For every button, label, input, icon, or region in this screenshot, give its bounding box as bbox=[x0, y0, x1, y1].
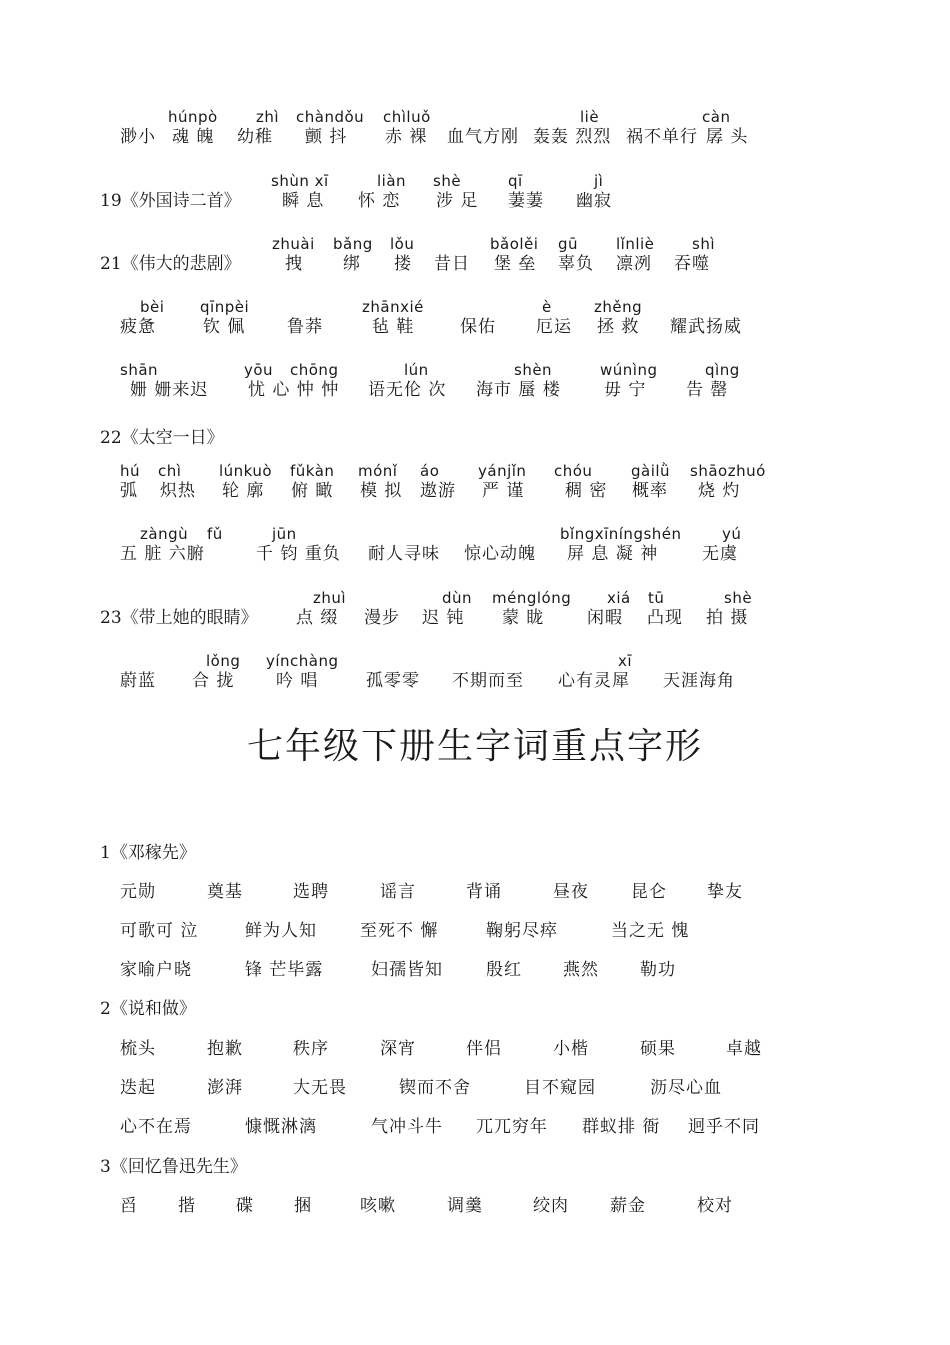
word: 调羹 bbox=[447, 1196, 483, 1216]
word: 千 钧 重负 bbox=[256, 544, 341, 564]
pinyin: chōng bbox=[290, 361, 339, 379]
word: 可歌可 泣 bbox=[120, 921, 199, 941]
word: 抱歉 bbox=[207, 1039, 243, 1059]
word: 当之无 愧 bbox=[611, 921, 690, 941]
pinyin: mónǐ bbox=[358, 462, 398, 480]
word: 大无畏 bbox=[293, 1078, 347, 1098]
pinyin: lúnkuò bbox=[219, 462, 273, 480]
word: 稠 密 bbox=[565, 481, 608, 501]
pinyin: qìng bbox=[705, 361, 740, 379]
pinyin: yínchàng bbox=[266, 652, 339, 670]
lesson-heading: 21《伟大的悲剧》 bbox=[100, 254, 241, 274]
word: 迥乎不同 bbox=[688, 1117, 760, 1137]
word: 赤 裸 bbox=[385, 127, 428, 147]
word: 沥尽心血 bbox=[650, 1078, 722, 1098]
pinyin: liè bbox=[580, 108, 600, 126]
word: 厄运 bbox=[536, 317, 572, 337]
word: 燕然 bbox=[563, 960, 599, 980]
lesson-heading: 23《带上她的眼睛》 bbox=[100, 608, 258, 628]
word: 深宵 bbox=[380, 1039, 416, 1059]
word: 小楷 bbox=[553, 1039, 589, 1059]
word: 拯 救 bbox=[597, 317, 640, 337]
word: 耀武扬威 bbox=[670, 317, 742, 337]
word: 慷慨淋漓 bbox=[245, 1117, 317, 1137]
word: 背诵 bbox=[466, 882, 502, 902]
word: 碟 bbox=[236, 1196, 254, 1216]
word: 钦 佩 bbox=[203, 317, 246, 337]
word: 点 缀 bbox=[296, 608, 339, 628]
word: 屏 息 凝 神 bbox=[567, 544, 659, 564]
pinyin: ménglóng bbox=[492, 589, 572, 607]
pinyin: yú bbox=[722, 525, 742, 543]
word: 拍 摄 bbox=[706, 608, 749, 628]
word: 吞噬 bbox=[674, 254, 710, 274]
pinyin: fǔkàn bbox=[290, 462, 335, 480]
word: 概率 bbox=[632, 481, 668, 501]
pinyin: bǎng bbox=[333, 235, 373, 253]
word: 祸不单行 bbox=[626, 127, 698, 147]
pinyin: shè bbox=[433, 172, 462, 190]
word: 昼夜 bbox=[553, 882, 589, 902]
pinyin: chì bbox=[158, 462, 182, 480]
pinyin: jūn bbox=[272, 525, 297, 543]
word: 吟 唱 bbox=[276, 671, 319, 691]
pinyin: zhuì bbox=[313, 589, 347, 607]
pinyin: lún bbox=[404, 361, 429, 379]
word: 保佑 bbox=[460, 317, 496, 337]
word: 耐人寻味 bbox=[368, 544, 440, 564]
pinyin: zhānxié bbox=[362, 298, 424, 316]
pinyin: lǒng bbox=[206, 652, 241, 670]
pinyin: bǐngxīníngshén bbox=[560, 525, 682, 543]
pinyin: qīnpèi bbox=[200, 298, 250, 316]
word: 幽寂 bbox=[576, 191, 612, 211]
pinyin: húnpò bbox=[168, 108, 218, 126]
word: 揩 bbox=[178, 1196, 196, 1216]
word: 锲而不舍 bbox=[399, 1078, 471, 1098]
word: 至死不 懈 bbox=[360, 921, 439, 941]
word: 气冲斗牛 bbox=[371, 1117, 443, 1137]
word: 舀 bbox=[120, 1196, 138, 1216]
word: 魂 魄 bbox=[172, 127, 215, 147]
word: 惊心动魄 bbox=[464, 544, 536, 564]
word: 告 罄 bbox=[686, 380, 729, 400]
word: 轮 廓 bbox=[222, 481, 265, 501]
word: 秩序 bbox=[293, 1039, 329, 1059]
lesson-heading: 19《外国诗二首》 bbox=[100, 191, 241, 211]
word: 渺小 bbox=[120, 127, 156, 147]
pinyin: tū bbox=[648, 589, 665, 607]
word: 闲暇 bbox=[587, 608, 623, 628]
page-title: 七年级下册生字词重点字形 bbox=[246, 726, 703, 767]
pinyin: shì bbox=[692, 235, 715, 253]
pinyin: lǒu bbox=[390, 235, 415, 253]
word: 绞肉 bbox=[533, 1196, 569, 1216]
word: 烧 灼 bbox=[698, 481, 741, 501]
word: 鞠躬尽瘁 bbox=[486, 921, 558, 941]
word: 孤零零 bbox=[366, 671, 420, 691]
word: 心不在焉 bbox=[120, 1117, 192, 1137]
pinyin: zàngù bbox=[140, 525, 189, 543]
word: 目不窥园 bbox=[524, 1078, 596, 1098]
word: 严 谨 bbox=[482, 481, 525, 501]
word: 迭起 bbox=[120, 1078, 156, 1098]
word: 漫步 bbox=[364, 608, 400, 628]
word: 辜负 bbox=[558, 254, 594, 274]
lesson-heading: 2《说和做》 bbox=[100, 999, 196, 1019]
pinyin: bǎolěi bbox=[490, 235, 539, 253]
word: 家喻户晓 bbox=[120, 960, 192, 980]
pinyin: jì bbox=[594, 172, 604, 190]
word: 元勋 bbox=[120, 882, 156, 902]
word: 涉 足 bbox=[436, 191, 479, 211]
word: 硕果 bbox=[640, 1039, 676, 1059]
pinyin: lǐnliè bbox=[616, 235, 655, 253]
pinyin: zhěng bbox=[594, 298, 643, 316]
lesson-heading: 1《邓稼先》 bbox=[100, 843, 196, 863]
word: 毋 宁 bbox=[604, 380, 647, 400]
word: 心有灵犀 bbox=[558, 671, 630, 691]
word: 疲惫 bbox=[120, 317, 156, 337]
pinyin: bèi bbox=[140, 298, 165, 316]
word: 幼稚 bbox=[237, 127, 273, 147]
word: 怀 恋 bbox=[358, 191, 401, 211]
word: 天涯海角 bbox=[663, 671, 735, 691]
pinyin: dùn bbox=[442, 589, 473, 607]
word: 血气方刚 bbox=[447, 127, 519, 147]
word: 堡 垒 bbox=[494, 254, 537, 274]
word: 校对 bbox=[697, 1196, 733, 1216]
word: 兀兀穷年 bbox=[476, 1117, 548, 1137]
pinyin: yōu bbox=[244, 361, 274, 379]
word: 鲜为人知 bbox=[245, 921, 317, 941]
word: 瞬 息 bbox=[282, 191, 325, 211]
word: 谣言 bbox=[380, 882, 416, 902]
pinyin: càn bbox=[702, 108, 731, 126]
word: 拽 bbox=[285, 254, 303, 274]
pinyin: chìluǒ bbox=[383, 108, 431, 126]
word: 卓越 bbox=[726, 1039, 762, 1059]
pinyin: shān bbox=[120, 361, 159, 379]
word: 俯 瞰 bbox=[291, 481, 334, 501]
word: 遨游 bbox=[420, 481, 456, 501]
word: 搂 bbox=[394, 254, 412, 274]
word: 蔚蓝 bbox=[120, 671, 156, 691]
word: 无虞 bbox=[702, 544, 738, 564]
word: 昔日 bbox=[434, 254, 470, 274]
pinyin: qī bbox=[508, 172, 523, 190]
word: 梳头 bbox=[120, 1039, 156, 1059]
word: 鲁莽 bbox=[287, 317, 323, 337]
word: 勒功 bbox=[640, 960, 676, 980]
word: 模 拟 bbox=[360, 481, 403, 501]
pinyin: shāozhuó bbox=[690, 462, 766, 480]
word: 凛冽 bbox=[616, 254, 652, 274]
word: 选聘 bbox=[293, 882, 329, 902]
pinyin: shè bbox=[724, 589, 753, 607]
word: 孱 头 bbox=[706, 127, 749, 147]
word: 伴侣 bbox=[466, 1039, 502, 1059]
word: 捆 bbox=[294, 1196, 312, 1216]
pinyin: gàilǜ bbox=[631, 462, 671, 480]
word: 殷红 bbox=[486, 960, 522, 980]
word: 锋 芒毕露 bbox=[245, 960, 324, 980]
word: 毡 鞋 bbox=[372, 317, 415, 337]
word: 绑 bbox=[343, 254, 361, 274]
word: 蒙 眬 bbox=[502, 608, 545, 628]
word: 薪金 bbox=[610, 1196, 646, 1216]
word: 澎湃 bbox=[207, 1078, 243, 1098]
pinyin: shèn bbox=[514, 361, 553, 379]
word: 昆仑 bbox=[631, 882, 667, 902]
word: 语无伦 次 bbox=[368, 380, 447, 400]
word: 海市 蜃 楼 bbox=[476, 380, 561, 400]
word: 弧 bbox=[120, 481, 138, 501]
word: 迟 钝 bbox=[422, 608, 465, 628]
pinyin: gū bbox=[558, 235, 579, 253]
word: 不期而至 bbox=[452, 671, 524, 691]
pinyin: fǔ bbox=[207, 525, 223, 543]
word: 凸现 bbox=[647, 608, 683, 628]
pinyin: zhuài bbox=[272, 235, 315, 253]
pinyin: è bbox=[542, 298, 552, 316]
pinyin: xī bbox=[618, 652, 633, 670]
word: 咳嗽 bbox=[360, 1196, 396, 1216]
pinyin: shùn xī bbox=[271, 172, 329, 190]
word: 炽热 bbox=[160, 481, 196, 501]
word: 合 拢 bbox=[192, 671, 235, 691]
lesson-heading: 3《回忆鲁迅先生》 bbox=[100, 1157, 247, 1177]
word: 姗 姗来迟 bbox=[130, 380, 209, 400]
word: 妇孺皆知 bbox=[371, 960, 443, 980]
word: 奠基 bbox=[207, 882, 243, 902]
pinyin: liàn bbox=[377, 172, 407, 190]
lesson-heading: 22《太空一日》 bbox=[100, 428, 224, 448]
pinyin: chóu bbox=[554, 462, 593, 480]
word: 群蚁排 衙 bbox=[582, 1117, 661, 1137]
word: 轰轰 烈烈 bbox=[533, 127, 612, 147]
pinyin: wúnìng bbox=[600, 361, 658, 379]
word: 颤 抖 bbox=[305, 127, 348, 147]
word: 五 脏 六腑 bbox=[120, 544, 205, 564]
word: 挚友 bbox=[707, 882, 743, 902]
pinyin: hú bbox=[120, 462, 141, 480]
pinyin: chàndǒu bbox=[296, 108, 365, 126]
pinyin: áo bbox=[420, 462, 440, 480]
word: 萋萋 bbox=[508, 191, 544, 211]
pinyin: xiá bbox=[607, 589, 631, 607]
pinyin: zhì bbox=[256, 108, 280, 126]
word: 忧 心 忡 忡 bbox=[248, 380, 340, 400]
pinyin: yánjǐn bbox=[478, 462, 527, 480]
